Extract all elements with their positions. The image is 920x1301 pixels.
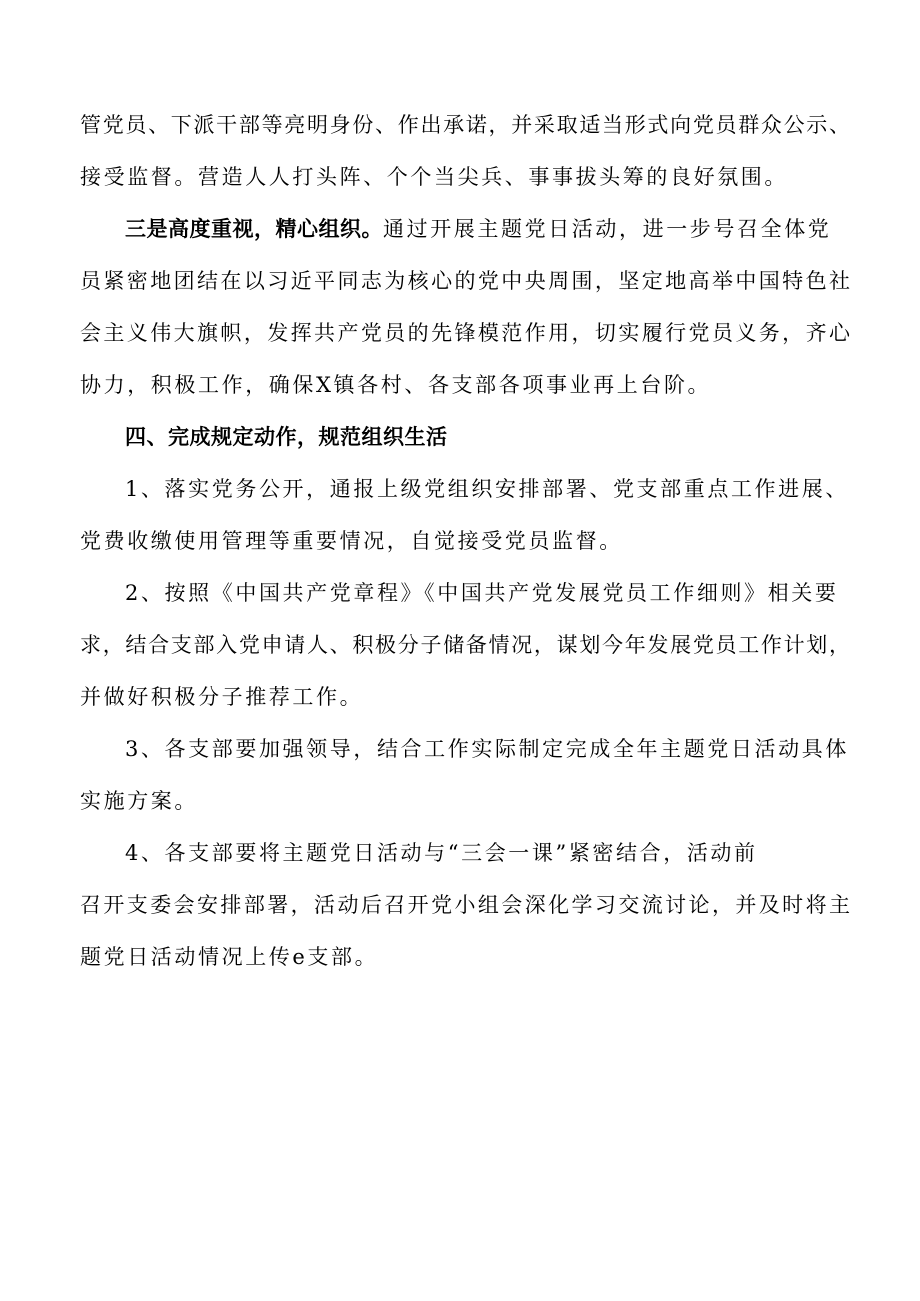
paragraph-heading: 三是高度重视，精心组织。 bbox=[125, 217, 383, 241]
text-line: 1、落实党务公开，通报上级党组织安排部署、党支部重点工作进展、 bbox=[125, 477, 849, 501]
text-line: 员紧密地团结在以习近平同志为核心的党中央周围，坚定地高举中国特色社 bbox=[80, 269, 850, 293]
list-item bbox=[80, 723, 850, 827]
text-line: 3、各支部要加强领导，结合工作实际制定完成全年主题党日活动具体 bbox=[125, 737, 849, 761]
text-line: 求，结合支部入党申请人、积极分子储备情况，谋划今年发展党员工作计划， bbox=[80, 633, 850, 657]
list-item bbox=[80, 463, 850, 567]
text-line: 党费收缴使用管理等重要情况，自觉接受党员监督。 bbox=[80, 529, 623, 553]
text-line: 管党员、下派干部等亮明身份、作出承诺，并采取适当形式向党员群众公示、 bbox=[80, 113, 850, 137]
text-line: 2、按照《中国共产党章程》《中国共产党发展党员工作细则》相关要 bbox=[125, 581, 839, 605]
document-page bbox=[80, 99, 850, 983]
text-line: 接受监督。营造人人打头阵、个个当尖兵、事事拔头筹的良好氛围。 bbox=[80, 165, 788, 189]
list-item bbox=[80, 567, 850, 723]
paragraph-high-attention bbox=[80, 203, 850, 411]
list-item bbox=[80, 827, 850, 983]
text-line: 题党日活动情况上传e支部。 bbox=[80, 945, 379, 969]
text-line: 实施方案。 bbox=[80, 789, 198, 813]
text-line: 4、各支部要将主题党日活动与“三会一课”紧密结合，活动前 bbox=[125, 841, 758, 865]
text-line: 协力，积极工作，确保X镇各村、各支部各项事业再上台阶。 bbox=[80, 373, 712, 397]
section-heading: 四、完成规定动作，规范组织生活 bbox=[125, 425, 448, 449]
text-line: 会主义伟大旗帜，发挥共产党员的先锋模范作用，切实履行党员义务，齐心 bbox=[80, 321, 850, 345]
paragraph-commitment bbox=[80, 99, 850, 203]
text-line: 并做好积极分子推荐工作。 bbox=[80, 685, 364, 709]
text-line: 召开支委会安排部署，活动后召开党小组会深化学习交流讨论，并及时将主 bbox=[80, 893, 850, 917]
paragraph-text: 通过开展主题党日活动，进一步号召全体党 bbox=[383, 217, 832, 241]
text-line bbox=[80, 203, 850, 255]
